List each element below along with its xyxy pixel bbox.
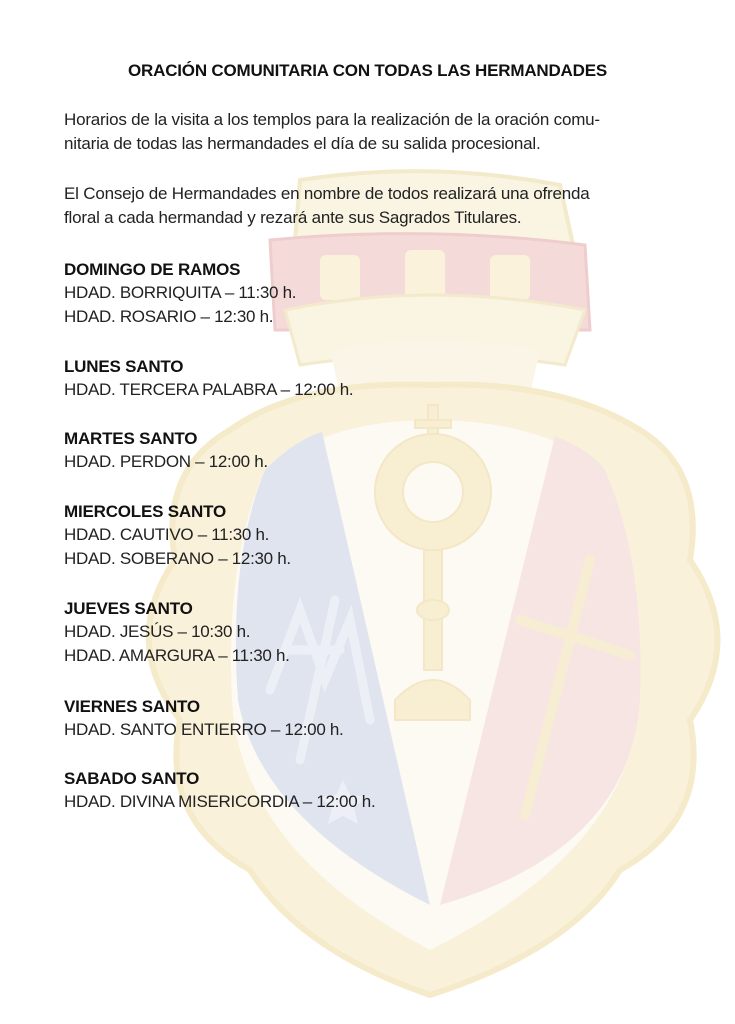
- day-block-sabado-santo: [64, 767, 664, 814]
- page-title: ORACIÓN COMUNITARIA CON TODAS LAS HERMANDADES: [128, 61, 607, 80]
- schedule-entry: HDAD. PERDON – 12:00 h.: [64, 452, 268, 471]
- day-block-lunes-santo: [64, 355, 664, 402]
- intro-line: nitaria de todas las hermandades el día de su salida procesional.: [64, 134, 541, 153]
- day-title: DOMINGO DE RAMOS: [64, 260, 241, 279]
- day-title: SABADO SANTO: [64, 769, 200, 788]
- schedule-entry: HDAD. DIVINA MISERICORDIA – 12:00 h.: [64, 792, 376, 811]
- schedule-entry: HDAD. SOBERANO – 12:30 h.: [64, 549, 291, 568]
- schedule-entry: HDAD. JESÚS – 10:30 h.: [64, 622, 251, 641]
- day-title: LUNES SANTO: [64, 357, 184, 376]
- day-block-viernes-santo: [64, 695, 664, 742]
- day-block-domingo-de-ramos: [64, 258, 664, 329]
- day-title: JUEVES SANTO: [64, 599, 193, 618]
- intro-paragraph-2: [64, 182, 674, 230]
- intro-line: floral a cada hermandad y rezará ante sus Sagrados Titulares.: [64, 208, 522, 227]
- schedule-entry: HDAD. ROSARIO – 12:30 h.: [64, 307, 274, 326]
- schedule-entry: HDAD. AMARGURA – 11:30 h.: [64, 646, 290, 665]
- schedule-entry: HDAD. TERCERA PALABRA – 12:00 h.: [64, 380, 354, 399]
- day-title: MIERCOLES SANTO: [64, 502, 226, 521]
- day-block-martes-santo: [64, 427, 664, 474]
- schedule-entry: HDAD. SANTO ENTIERRO – 12:00 h.: [64, 720, 344, 739]
- intro-line: Horarios de la visita a los templos para la realización de la oración comu-: [64, 110, 600, 129]
- intro-line: El Consejo de Hermandades en nombre de todos realizará una ofrenda: [64, 184, 590, 203]
- schedule-entry: HDAD. CAUTIVO – 11:30 h.: [64, 525, 270, 544]
- day-title: VIERNES SANTO: [64, 697, 200, 716]
- intro-paragraph-1: [64, 108, 674, 156]
- day-block-miercoles-santo: [64, 500, 664, 571]
- day-title: MARTES SANTO: [64, 429, 198, 448]
- day-block-jueves-santo: [64, 597, 664, 668]
- schedule-entry: HDAD. BORRIQUITA – 11:30 h.: [64, 283, 297, 302]
